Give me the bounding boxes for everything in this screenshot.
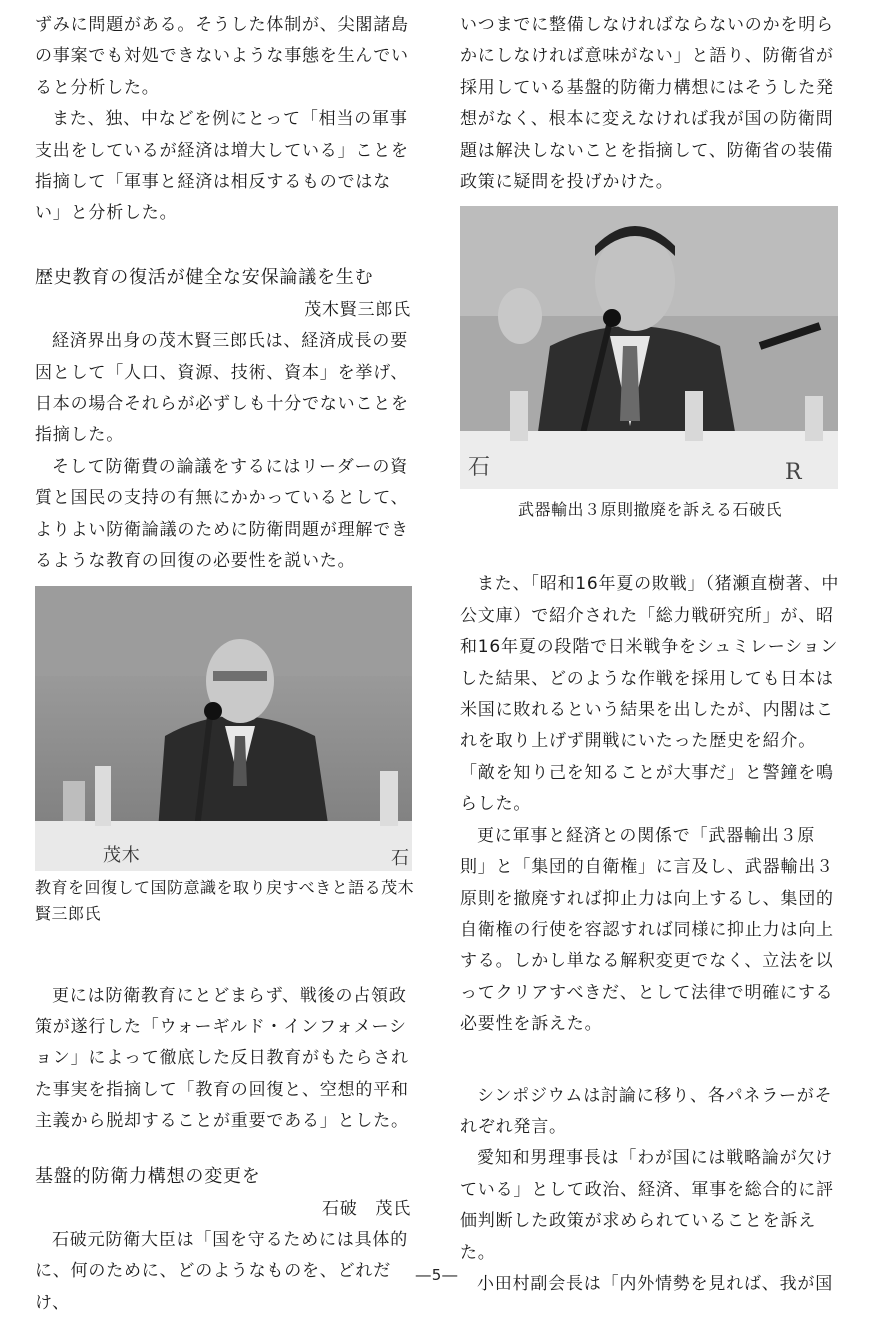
left-column <box>35 10 415 1319</box>
right-paragraph-4: シンポジウムは討論に移り、各パネラーがそれぞれ発言。 <box>460 1085 833 1137</box>
photo-ishiba <box>460 206 838 489</box>
right-paragraph-1: いつまでに整備しなければならないのかを明らかにしなければ意味がない」と語り、防衛省が採用している基盤的防衛力構想にはそうした発想がなく、根本に変えなければ我が国の防衛問題は解決しないことを指摘して、防衛省の装備政策に疑問を投げかけた。 <box>460 15 834 193</box>
left-paragraph-6: 石破元防衛大臣は「国を守るためには具体的に、何のために、どのようなものを、どれだけ、 <box>35 1229 408 1313</box>
speaker-name-ishiba: 石破 茂氏 <box>322 1198 411 1219</box>
name-card-motegi: 茂木 <box>103 844 141 866</box>
photo-motegi <box>35 586 412 871</box>
right-paragraph-2: また、「昭和16年夏の敗戦」（猪瀬直樹著、中公文庫）で紹介された「総力戦研究所」が、昭和16年夏の段階で日米戦争をシュミレーションした結果、どのような作戦を採用しても日本は米国に敗れるという結果を出したが、内閣はこれを取り上げず開戦にいたった歴史を紹介。「敵を知り己を知ることが大事だ」と警鐘を鳴らした。 <box>460 574 840 815</box>
left-paragraph-4: そして防衛費の論議をするにはリーダーの資質と国民の支持の有無にかかっているとして、よりよい防衛論議のために防衛問題が理解できるような教育の回復の必要性を説いた。 <box>35 456 409 572</box>
left-paragraph-3: 経済界出身の茂木賢三郎氏は、経済成長の要因として「人口、資源、技術、資本」を挙げ、日本の場合それらが必ずしも十分でないことを指摘した。 <box>35 331 409 446</box>
left-paragraph-1: ずみに問題がある。そうした体制が、尖閣諸島の事案でも対処できないような事態を生んでいると分析した。 <box>35 15 409 98</box>
right-paragraph-3: 更に軍事と経済との関係で「武器輸出３原則」と「集団的自衛権」に言及し、武器輸出３原則を撤廃すれば抑止力は向上するし、集団的自衛権の行使を容認すれば同様に抑止力は向上する。しかし単なる解釈変更でなく、立法を以ってクリアすべきだ、として法律で明確にする必要性を訴えた。 <box>460 825 834 1035</box>
left-paragraph-5: 更には防衛教育にとどまらず、戦後の占領政策が遂行した「ウォーギルド・インフォメーション」によって徹底した反日教育がもたらされた事実を指摘して「教育の回復と、空想的平和主義から脱却することが重要である」とした。 <box>35 985 409 1132</box>
left-paragraph-2: また、独、中などを例にとって「相当の軍事支出をしているが経済は増大している」ことを指摘して「軍事と経済は相反するものではない」と分析した。 <box>35 109 409 224</box>
name-card-r: R <box>785 460 803 486</box>
right-column <box>460 10 840 1300</box>
name-card-ishiba-left: 石 <box>391 847 410 869</box>
section-heading-defense-concept: 基盤的防衛力構想の変更を <box>35 1165 261 1187</box>
right-paragraph-6: 小田村副会長は「内外情勢を見れば、我が国 <box>477 1273 833 1294</box>
page-number: ―5― <box>415 1266 459 1284</box>
section-heading-history-education: 歴史教育の復活が健全な安保論議を生む <box>35 266 374 288</box>
right-paragraph-5: 愛知和男理事長は「わが国には戦略論が欠けている」として政治、経済、軍事を総合的に評価判断した政策が求められていることを訴えた。 <box>460 1148 834 1263</box>
speaker-name-motegi: 茂木賢三郎氏 <box>304 299 411 320</box>
name-card-ishiba: 石 <box>468 455 491 481</box>
photo-caption-ishiba: 武器輸出３原則撤廃を訴える石破氏 <box>517 500 782 520</box>
photo-caption-motegi: 教育を回復して国防意識を取り戻すべきと語る茂木賢三郎氏 <box>35 877 415 923</box>
